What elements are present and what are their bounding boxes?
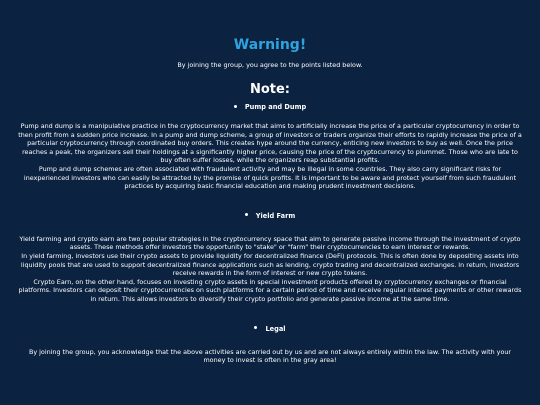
note-title: Note: <box>249 82 291 97</box>
paragraph: Yield farming and crypto earn are two popular strategies in the cryptocurrency space that aim to generate passive income through the investment of crypto assets. These methods offer investors the opportunity to "stake" or "farm" their cryptocurrencies to earn interest or rewards. <box>19 234 521 252</box>
bullet-icon <box>245 213 248 216</box>
paragraph: Pump and dump is a manipulative practice in the cryptocurrency market that aims to artificially increase the price of a particular cryptocurrency in order to then profit from a sudden price increase. In a pump and dump scheme, a group of investors or traders organize their efforts to rapidly increase the price of a particular cryptocurrency through coordinated buy orders. This creates hype around the currency, enticing new investors to buy as well. Once the price reaches a peak, the organizers sell their holdings at a significantly higher price, causing the price of the cryptocurrency to plummet. Those who are late to buy often suffer losses, while the organizers reap substantial profits. <box>18 122 522 165</box>
paragraph: In yield farming, investors use their crypto assets to provide liquidity for decentralized finance (DeFi) protocols. This is often done by depositing assets into liquidity pools that are used to support decentralized finance applications such as lending, crypto trading and decentralized exchanges. In return, investors receive rewards in the form of interest or new crypto tokens. <box>20 251 520 278</box>
section-heading-pump-and-dump <box>18 102 522 112</box>
section-pump-and-dump <box>18 102 522 191</box>
section-heading-yield-farm <box>18 211 522 221</box>
bullet-icon <box>254 326 257 329</box>
warning-intro: By joining the group, you agree to the points listed below. <box>177 61 363 69</box>
section-heading-legal <box>18 324 522 334</box>
section-yield-farm <box>18 211 522 304</box>
warning-title: Warning! <box>233 37 307 53</box>
paragraph: By joining the group, you acknowledge that the above activities are carried out by us and are not always entirely within the law. The activity with your money to invest is often in the gray area! <box>28 347 512 365</box>
section-heading-label: Pump and Dump <box>244 103 307 111</box>
bullet-icon <box>234 105 237 108</box>
section-heading-label: Yield Farm <box>255 211 296 220</box>
section-legal <box>18 324 522 365</box>
section-heading-label: Legal <box>265 324 286 333</box>
paragraph: Pump and dump schemes are often associated with fraudulent activity and may be illegal in some countries. They also carry significant risks for inexperienced investors who can easily be attracted by the promise of quick profits. It is important to be aware and protect yourself from such fraudulent practices by acquiring basic financial education and making prudent investment decisions. <box>23 164 517 191</box>
paragraph: Crypto Earn, on the other hand, focuses on investing crypto assets in special investment products offered by cryptocurrency exchanges or financial platforms. Investors can deposit their cryptocurrencies on such platforms for a certain period of time and receive regular interest payments or other rewards in return. This allows investors to diversify their crypto portfolio and generate passive income at the same time. <box>18 277 522 303</box>
